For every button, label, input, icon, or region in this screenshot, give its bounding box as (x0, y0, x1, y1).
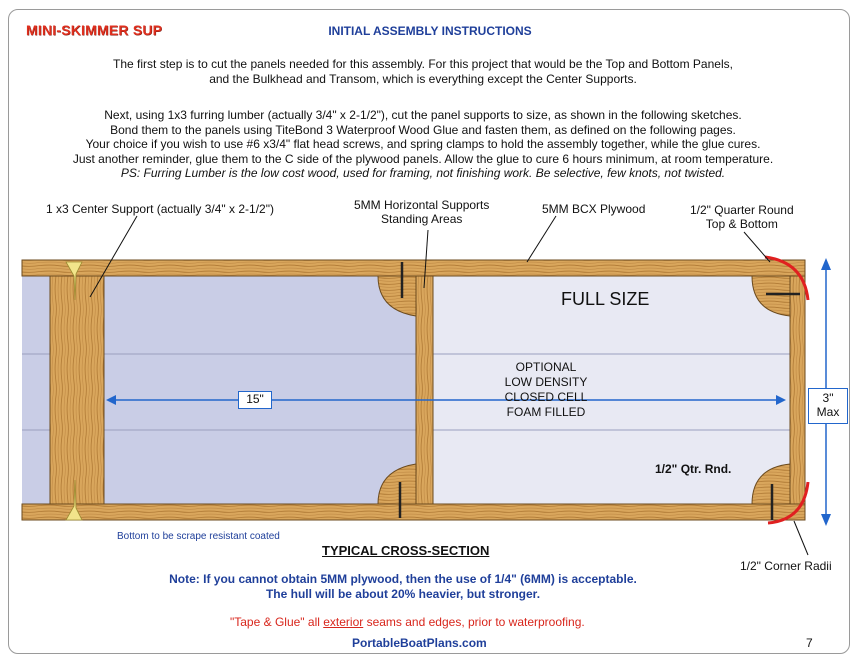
callout-plywood: 5MM BCX Plywood (542, 202, 646, 216)
instructions-line-5: PS: Furring Lumber is the low cost wood, used for framing, not finishing work. Be selective, few knots, not twisted. (120, 166, 726, 180)
callout-center-support: 1 x3 Center Support (actually 3/4" x 2-1/2") (46, 202, 274, 216)
bottom-panel (22, 504, 805, 520)
foam-label-line-1: OPTIONAL (515, 360, 577, 374)
horizontal-support (416, 276, 433, 504)
plywood-note-line-2: The hull will be about 20% heavier, but stronger. (265, 587, 541, 601)
intro-line-2: and the Bulkhead and Transom, which is everything except the Center Supports. (209, 71, 637, 86)
height-arrow-top (821, 258, 831, 270)
height-arrow-bottom (821, 514, 831, 526)
callout-horizontal-supports-line-2: Standing Areas (380, 212, 463, 226)
instructions-line-1: Next, using 1x3 furring lumber (actually 3/4" x 2-1/2"), cut the panel supports to size, as shown in the following sketches. (104, 108, 742, 122)
foam-label-line-2: LOW DENSITY (504, 375, 588, 389)
tape-glue-prefix: "Tape & Glue" all (230, 615, 324, 629)
brand-title: MINI-SKIMMER SUP (26, 22, 163, 38)
leader-quarter-round (744, 232, 770, 262)
width-dimension-label: 15" (238, 391, 272, 409)
footer-site-link[interactable]: PortableBoatPlans.com (352, 636, 487, 650)
transom (790, 276, 805, 504)
cross-section-caption: TYPICAL CROSS-SECTION (322, 543, 490, 558)
full-size-label: FULL SIZE (561, 289, 650, 309)
intro-line-1: The first step is to cut the panels needed for this assembly. For this project that would be the Top and Bottom Panels, (113, 57, 733, 71)
instructions-line-4: Just another reminder, glue them to the C side of the plywood panels. Allow the glue to cure 6 hours minimum, at room temperature. (72, 151, 774, 166)
leader-corner-radii (794, 521, 808, 555)
height-dimension-label (808, 388, 848, 424)
instructions-line-3: Your choice if you wish to use #6 x3/4" flat head screws, and spring clamps to hold the assembly together, while the glue cures. (85, 137, 761, 151)
tape-glue-note (230, 615, 585, 629)
callout-quarter-round-line-1: 1/2" Quarter Round (690, 203, 794, 217)
height-dimension-line-1: 3" (822, 391, 834, 405)
instructions-line-2: Bond them to the panels using TiteBond 3 Waterproof Wood Glue and fasten them, as defined on the following pages. (110, 122, 736, 137)
callout-corner-radii: 1/2" Corner Radii (740, 559, 832, 573)
callout-horizontal-supports-line-1: 5MM Horizontal Supports (354, 198, 490, 212)
center-support (50, 276, 104, 504)
plywood-note (0, 572, 806, 602)
qtr-rnd-label: 1/2" Qtr. Rnd. (655, 462, 732, 476)
height-dimension-line-2: Max (816, 405, 840, 419)
leader-plywood (527, 216, 556, 262)
tape-glue-emph: exterior (323, 615, 364, 629)
foam-label (476, 360, 616, 420)
page-number: 7 (806, 636, 813, 650)
foam-label-line-4: FOAM FILLED (506, 405, 586, 419)
top-panel (22, 260, 805, 276)
tape-glue-suffix: seams and edges, prior to waterproofing. (363, 615, 585, 629)
callout-quarter-round-line-2: Top & Bottom (705, 217, 778, 231)
page-title: INITIAL ASSEMBLY INSTRUCTIONS (328, 24, 532, 38)
plywood-note-line-1: Note: If you cannot obtain 5MM plywood, then the use of 1/4" (6MM) is acceptable. (169, 572, 637, 586)
foam-label-line-3: CLOSED CELL (504, 390, 588, 404)
bottom-coat-note: Bottom to be scrape resistant coated (117, 531, 280, 542)
